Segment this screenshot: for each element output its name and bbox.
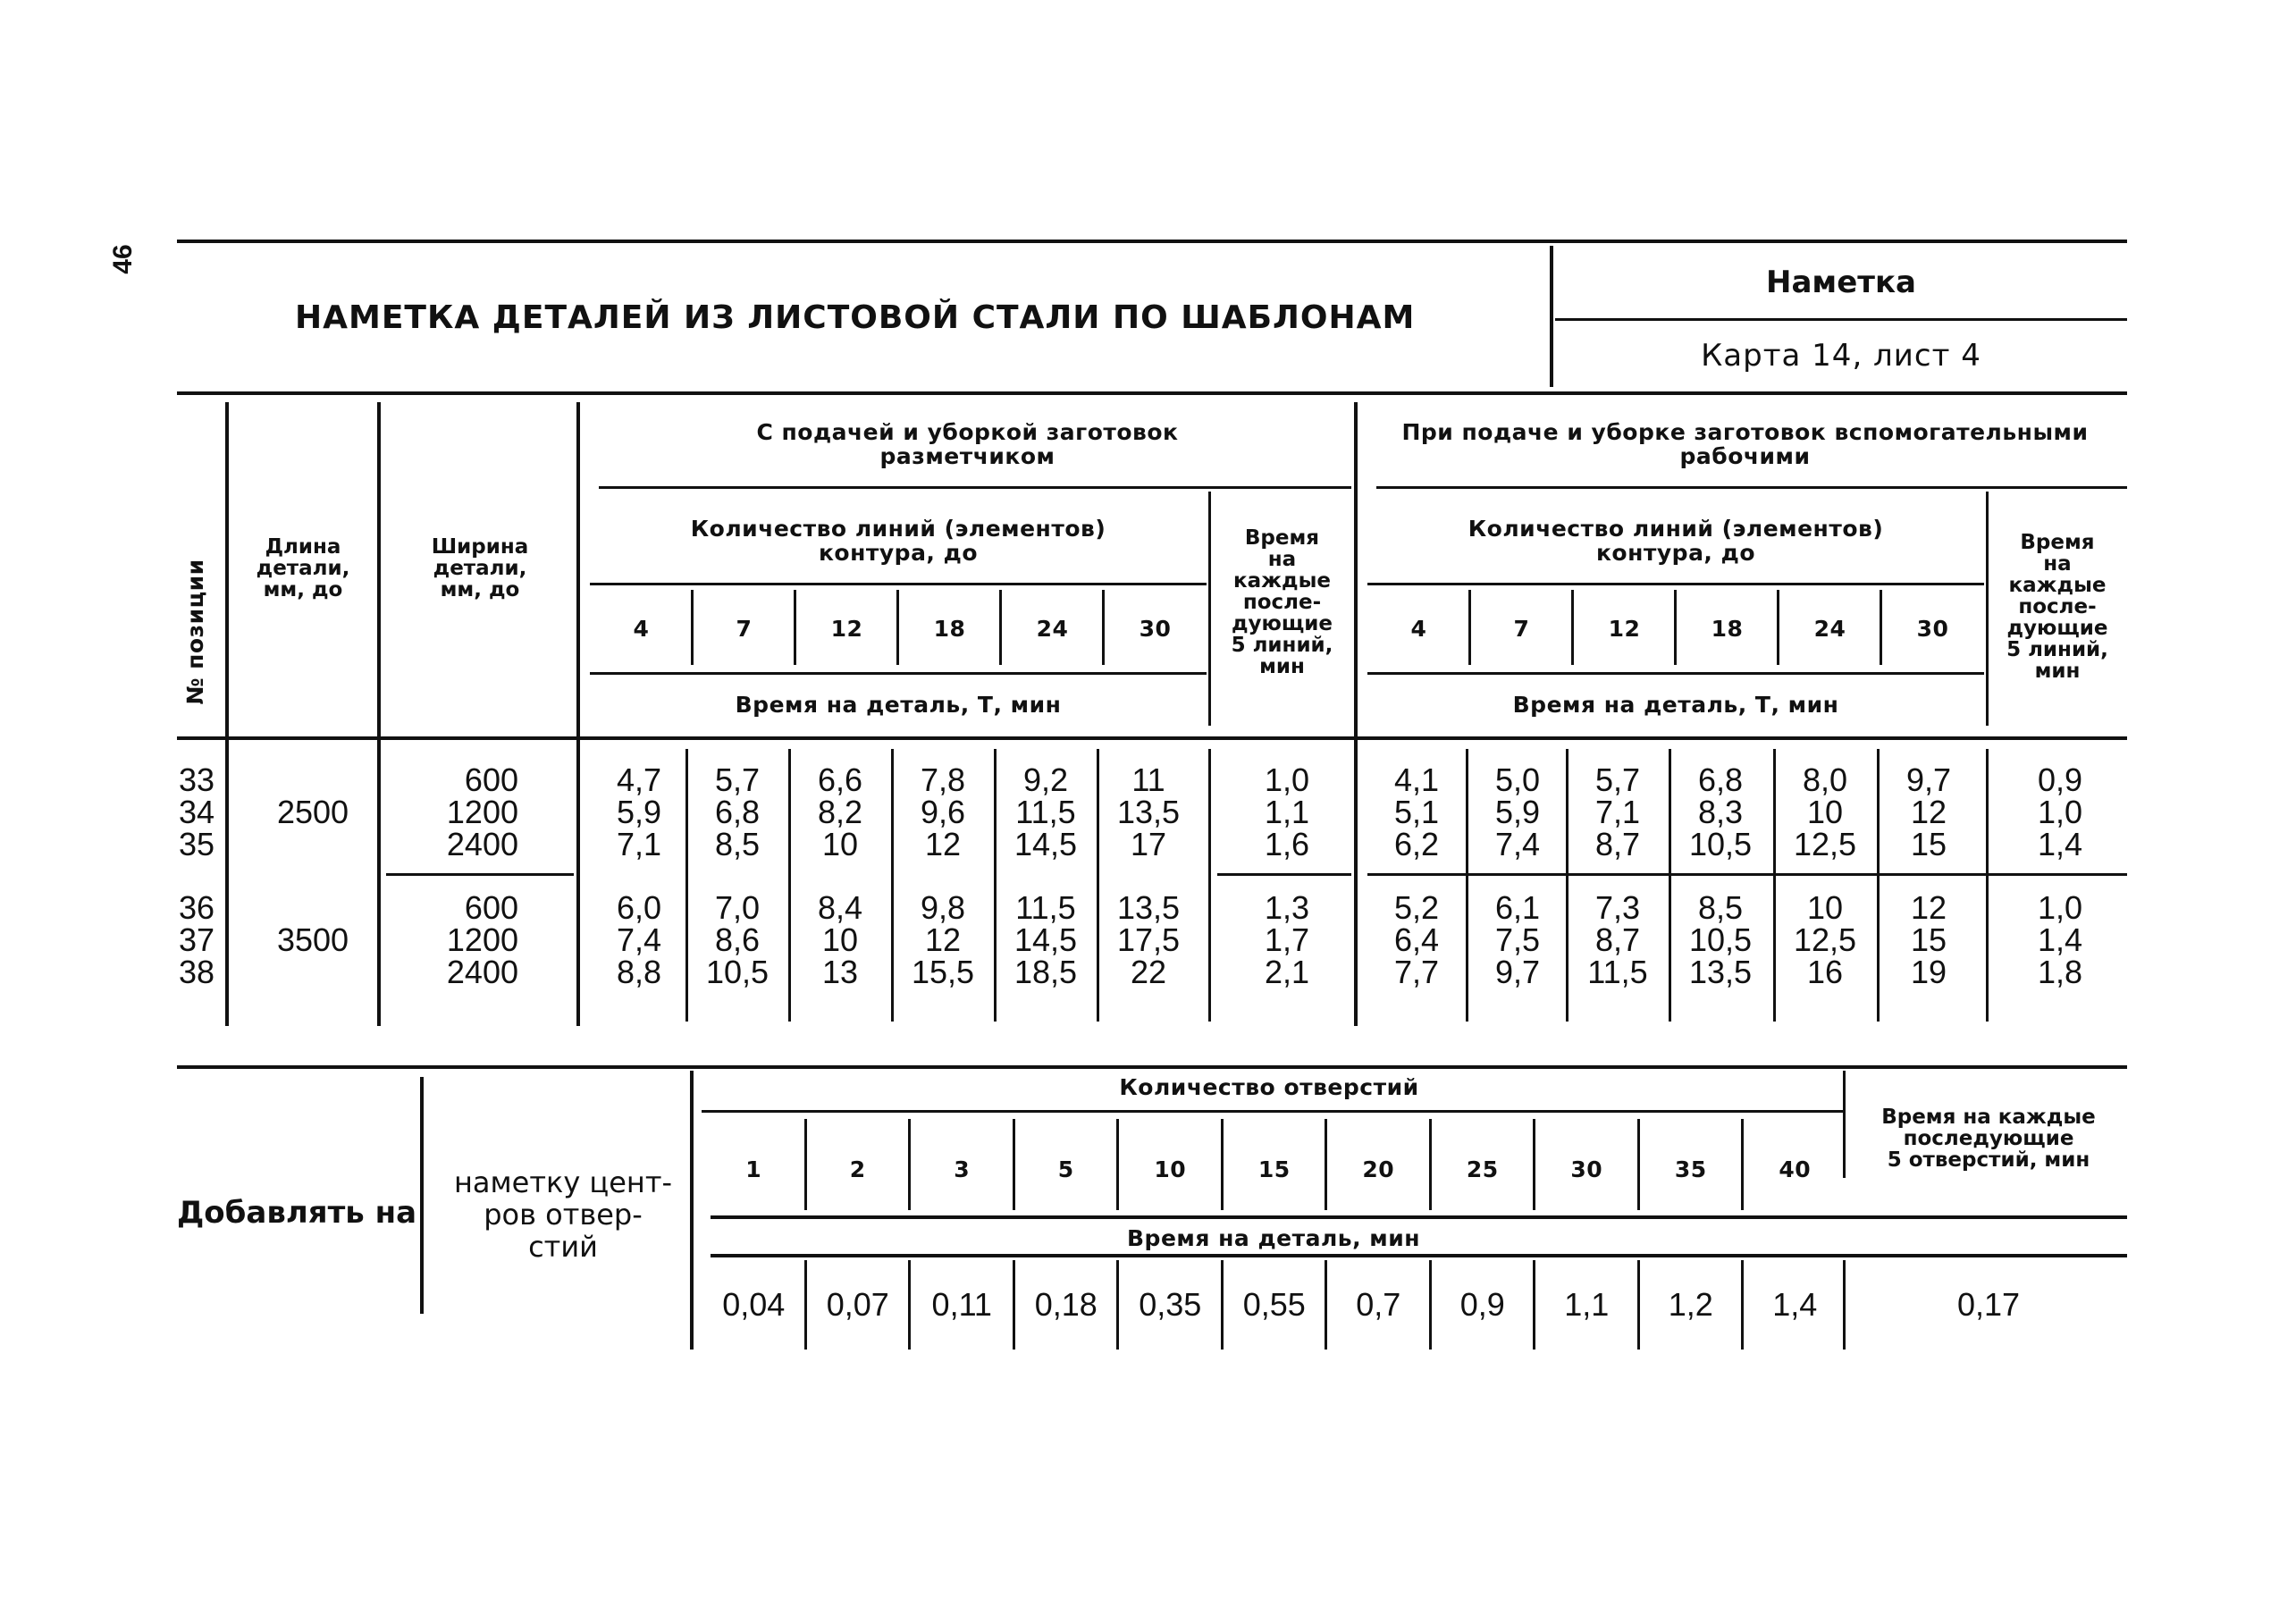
time-value: 5,7 [714,761,761,798]
hole-counts-rule [711,1215,2127,1219]
time-col-a [795,889,885,990]
extra-col-a [1233,761,1341,862]
line-col-header: 30 [1139,616,1172,642]
time-value: 8,7 [1594,826,1641,862]
bottom-vline-1 [420,1077,424,1314]
time-col-divider [908,1260,911,1350]
body-col-divider-b [1669,749,1671,1022]
time-value: 13,5 [1116,794,1181,830]
section-name: Наметка [1766,265,1916,300]
time-value: 7,1 [616,826,662,862]
line-col-divider [1777,590,1779,665]
hole-count: 25 [1466,1156,1499,1182]
extra-time-value: 1,0 [2037,889,2083,926]
time-value: 9,6 [920,794,966,830]
time-col-a [693,761,782,862]
time-col-a [594,889,684,990]
time-value: 18,5 [1013,954,1078,990]
time-value: 8,8 [616,954,662,990]
extra-time-value: 1,0 [1264,761,1310,798]
position-number: 33 [178,761,214,798]
hole-time: 1,4 [1772,1286,1818,1323]
length-header: Длина детали, мм, до [256,535,350,601]
time-value: 15,5 [911,954,975,990]
hole-time: 0,9 [1459,1286,1505,1323]
width-value: 2400 [446,826,518,862]
hole-time: 0,11 [931,1286,992,1323]
time-value: 7,5 [1494,921,1541,958]
holes-desc: наметку цент- ров отвер- стий [453,1165,672,1264]
position-number: 37 [178,921,214,958]
group-b-time-header: Время на деталь, Т, мин [1512,692,1839,718]
line-col-header: 12 [1608,616,1641,642]
hole-col-divider [908,1119,911,1210]
time-col-a [1104,889,1193,990]
line-col-header: 12 [830,616,863,642]
body-col-divider-b [1466,749,1468,1022]
line-col-header: 24 [1036,616,1069,642]
holes-header: Количество отверстий [1119,1074,1419,1100]
time-value: 8,5 [1697,889,1744,926]
time-value: 7,3 [1594,889,1641,926]
body-col-divider-a [891,749,894,1022]
time-value: 14,5 [1013,826,1078,862]
body-col-divider-a [788,749,791,1022]
line-col-divider [1102,590,1105,665]
time-value: 15 [1910,826,1947,862]
time-value: 7,4 [1494,826,1541,862]
line-col-divider [691,590,694,665]
hole-time: 0,04 [722,1286,786,1323]
header-box-divider [1550,246,1553,387]
line-col-header: 30 [1916,616,1949,642]
extra-time-value: 1,0 [2037,794,2083,830]
time-value: 10 [1806,794,1844,830]
hole-col-divider [1741,1119,1744,1210]
time-value: 5,9 [616,794,662,830]
time-value: 8,0 [1802,761,1848,798]
position-number: 35 [178,826,214,862]
header-bottom-rule [177,391,2127,395]
group-b-rule [1376,486,2127,489]
extra-col-b [2006,889,2114,990]
extra-time-value: 1,1 [1264,794,1310,830]
group-b-extra-header: Время на каждые после- дующие 5 линий, мин [2006,531,2108,683]
bottom-time-rule [711,1254,2127,1257]
hole-col-divider [1325,1119,1327,1210]
time-value: 9,7 [1494,954,1541,990]
time-col-divider [1533,1260,1535,1350]
time-col-b [1573,889,1662,990]
extra-time-value: 0,9 [2037,761,2083,798]
line-col-divider [1571,590,1574,665]
vline-len [377,402,381,1026]
width-values [393,761,518,862]
time-value: 22 [1130,954,1167,990]
part-length: 3500 [276,921,349,958]
time-col-divider [1637,1260,1640,1350]
group-a-extra-divider [1208,492,1211,726]
line-col-header: 7 [1513,616,1530,642]
group-a-cols-rule [590,672,1207,675]
time-value: 13,5 [1688,954,1753,990]
group-separator-extra [1217,873,1351,876]
time-value: 5,1 [1393,794,1440,830]
time-value: 6,1 [1494,889,1541,926]
hole-time: 1,2 [1668,1286,1713,1323]
time-col-a [795,761,885,862]
time-value: 11 [1131,761,1165,798]
time-value: 4,1 [1393,761,1440,798]
group-a-rule [599,486,1351,489]
page-number: 46 [108,244,138,274]
time-col-b [1473,761,1562,862]
bottom-top-rule [177,1065,2127,1069]
hole-time: 0,55 [1242,1286,1306,1323]
group-b-lines-header: Количество линий (элементов) контура, до [1468,516,1884,566]
time-col-b [1884,889,1973,990]
time-value: 11,5 [1015,794,1076,830]
width-values [393,889,518,990]
extra-time-value: 2,1 [1264,954,1310,990]
time-col-b [1372,761,1461,862]
hole-count: 1 [745,1156,762,1182]
time-value: 5,7 [1594,761,1641,798]
time-col-b [1884,761,1973,862]
time-value: 17,5 [1116,921,1181,958]
group-a-header: С подачей и уборкой заготовок разметчиком [756,419,1179,469]
time-col-a [898,889,988,990]
hole-col-divider [1221,1119,1224,1210]
hole-col-divider [1533,1119,1535,1210]
body-col-divider-a [994,749,997,1022]
time-value: 7,8 [920,761,966,798]
time-col-b [1676,889,1765,990]
group-b-cols-rule [1367,672,1984,675]
time-value: 12 [1910,794,1947,830]
time-value: 12 [1910,889,1947,926]
width-value: 600 [464,761,518,798]
time-col-b [1573,761,1662,862]
time-col-divider [1429,1260,1432,1350]
time-value: 10,5 [1688,826,1753,862]
time-col-b [1780,761,1870,862]
time-value: 9,8 [920,889,966,926]
hole-col-divider [1429,1119,1432,1210]
time-col-divider [1221,1260,1224,1350]
hole-count: 30 [1570,1156,1603,1182]
time-value: 6,4 [1393,921,1440,958]
line-col-divider [794,590,796,665]
time-value: 19 [1910,954,1947,990]
time-value: 7,7 [1393,954,1440,990]
extra-time-value: 1,8 [2037,954,2083,990]
bottom-vline-2 [690,1071,694,1350]
hole-col-divider [1116,1119,1119,1210]
time-col-a [693,889,782,990]
width-value: 600 [464,889,518,926]
time-col-divider [804,1260,807,1350]
time-value: 9,7 [1905,761,1952,798]
hole-count: 40 [1779,1156,1812,1182]
extra-holes-header: Время на каждые последующие 5 отверстий, мин [1881,1106,2096,1172]
time-value: 12 [924,921,962,958]
width-value: 2400 [446,954,518,990]
line-col-divider [999,590,1002,665]
line-col-divider [1880,590,1882,665]
part-length: 2500 [276,794,349,830]
extra-col-a [1233,889,1341,990]
line-col-header: 18 [933,616,966,642]
line-col-header: 4 [1410,616,1427,642]
line-col-divider [1674,590,1677,665]
body-col-divider-b [1877,749,1880,1022]
vline-wid [576,402,580,1026]
time-value: 16 [1806,954,1844,990]
hole-time: 0,07 [826,1286,889,1323]
time-value: 8,4 [817,889,863,926]
time-value: 7,0 [714,889,761,926]
extra-time-value: 1,4 [2037,921,2083,958]
position-numbers [170,889,214,990]
vline-pos [225,402,229,1026]
group-a-extra-header: Время на каждые после- дующие 5 линий, мин [1231,526,1333,678]
line-col-divider [896,590,899,665]
body-col-divider-b [1566,749,1569,1022]
position-numbers [170,761,214,862]
group-b-header: При подаче и уборке заготовок вспомогательными рабочими [1401,419,2089,469]
time-col-b [1372,889,1461,990]
time-value: 15 [1910,921,1947,958]
width-header: Ширина детали, мм, до [431,535,529,601]
add-label: Добавлять на [177,1195,417,1231]
time-col-b [1676,761,1765,862]
extra-time-value: 1,4 [2037,826,2083,862]
card-number: Карта 14, лист 4 [1701,338,1981,374]
line-col-header: 4 [633,616,650,642]
extra-time-value: 1,6 [1264,826,1310,862]
time-col-divider [1013,1260,1015,1350]
time-value: 4,7 [616,761,662,798]
hole-count: 35 [1674,1156,1707,1182]
time-value: 13 [821,954,859,990]
time-value: 6,2 [1393,826,1440,862]
group-a-time-header: Время на деталь, Т, мин [735,692,1062,718]
extra-col-b [2006,761,2114,862]
time-value: 5,2 [1393,889,1440,926]
bottom-time-header: Время на деталь, мин [1127,1225,1420,1251]
top-rule [177,240,2127,243]
body-col-divider-b [1773,749,1776,1022]
hole-col-divider [1013,1119,1015,1210]
hole-time: 1,1 [1564,1286,1610,1323]
width-value: 1200 [446,921,518,958]
time-value: 9,2 [1022,761,1069,798]
hole-time: 0,7 [1356,1286,1401,1323]
time-value: 14,5 [1013,921,1078,958]
line-col-header: 24 [1813,616,1846,642]
time-value: 10,5 [1688,921,1753,958]
group-separator-b [1367,873,2127,876]
time-value: 11,5 [1015,889,1076,926]
hole-time: 0,35 [1139,1286,1202,1323]
group-b-lines-rule [1367,583,1984,585]
time-value: 8,3 [1697,794,1744,830]
extra-time-value: 1,3 [1264,889,1310,926]
time-col-divider [1325,1260,1327,1350]
time-value: 13,5 [1116,889,1181,926]
time-value: 8,7 [1594,921,1641,958]
time-col-a [1001,889,1090,990]
header-box-rule [1555,318,2127,321]
time-value: 11,5 [1587,954,1648,990]
time-value: 8,6 [714,921,761,958]
time-value: 10 [821,921,859,958]
group-a-lines-header: Количество линий (элементов) контура, до [690,516,1106,566]
time-col-a [898,761,988,862]
time-value: 6,0 [616,889,662,926]
time-value: 8,2 [817,794,863,830]
time-col-b [1473,889,1562,990]
hole-time: 0,18 [1034,1286,1098,1323]
time-extra-divider [1843,1260,1846,1350]
body-extra-divider-b [1986,749,1989,1022]
group-a-lines-rule [590,583,1207,585]
position-number: 38 [178,954,214,990]
extra-time-value: 1,7 [1264,921,1310,958]
page-title: НАМЕТКА ДЕТАЛЕЙ ИЗ ЛИСТОВОЙ СТАЛИ ПО ШАБЛОНАМ [295,299,1416,336]
time-col-divider [1116,1260,1119,1350]
time-value: 10,5 [705,954,770,990]
width-value: 1200 [446,794,518,830]
extra-holes-value: 0,17 [1956,1286,2021,1323]
position-number: 34 [178,794,214,830]
body-col-divider-a [685,749,688,1022]
hole-count: 20 [1362,1156,1395,1182]
time-value: 8,5 [714,826,761,862]
table-header-bottom-rule [177,736,2127,740]
time-col-a [594,761,684,862]
hole-count: 3 [954,1156,971,1182]
position-number: 36 [178,889,214,926]
time-value: 12,5 [1793,826,1857,862]
time-value: 6,6 [817,761,863,798]
time-value: 17 [1130,826,1167,862]
time-value: 7,1 [1594,794,1641,830]
group-b-extra-divider [1986,492,1989,726]
hole-count: 5 [1057,1156,1074,1182]
time-value: 6,8 [714,794,761,830]
time-value: 7,4 [616,921,662,958]
time-value: 6,8 [1697,761,1744,798]
line-col-header: 7 [736,616,753,642]
time-value: 10 [821,826,859,862]
line-col-divider [1468,590,1471,665]
time-value: 12 [924,826,962,862]
hole-count: 15 [1257,1156,1291,1182]
hole-count: 2 [849,1156,866,1182]
time-col-a [1104,761,1193,862]
position-header: № позиции [182,559,208,705]
time-col-divider [1741,1260,1744,1350]
hole-count: 10 [1154,1156,1187,1182]
holes-header-rule [702,1110,1846,1113]
hole-col-divider [804,1119,807,1210]
time-value: 5,0 [1494,761,1541,798]
time-value: 5,9 [1494,794,1541,830]
vline-groupa [1354,402,1358,1026]
time-value: 12,5 [1793,921,1857,958]
group-separator-wid [386,873,574,876]
body-extra-divider-a [1208,749,1211,1022]
line-col-header: 18 [1711,616,1744,642]
body-col-divider-a [1097,749,1099,1022]
time-col-a [1001,761,1090,862]
time-value: 10 [1806,889,1844,926]
time-col-b [1780,889,1870,990]
hole-col-divider [1637,1119,1640,1210]
